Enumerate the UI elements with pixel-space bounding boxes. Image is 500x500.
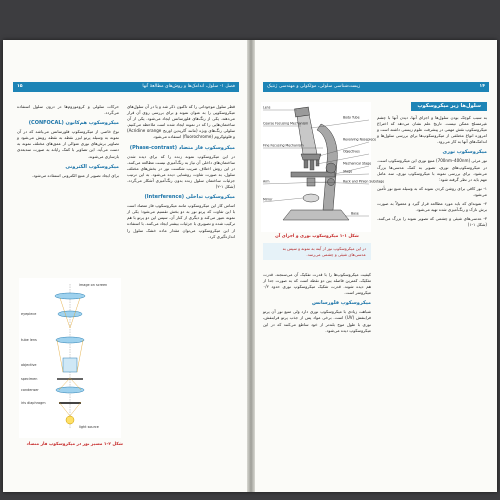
right-page-right-column [377,102,487,486]
light-path-svg [19,278,121,438]
right-figure-caption-box: در این میکروسکوپ نور از آینه به نمونه و سپس به عدسی‌های شیئی و چشمی می‌رسد. [263,243,371,260]
left-page-header [13,82,239,92]
paragraph: ۲- نمونه‌ای که باید مورد مطالعه قرار گیرد و معمولاً به صورت برش نازک و رنگ‌آمیزی شده تهیه می‌شود. [377,201,487,213]
left-figure-caption: شکل ۲-۱ مسیر نور در میکروسکوپ فاز متضاد [26,442,123,447]
paragraph: نوع خاصی از میکروسکوپ فلورسانس می‌باشد که در آن نمونه به وسیله پرتو لیزر نقطه به نقطه روبش می‌شود و تصاویر برش‌های نوری متوالی از عمق‌های مختلف نمونه به دست می‌آید. این تصاویر با کمک رایانه به صورت سه‌بعدی بازسازی می‌شوند. [17,129,119,159]
section-heading: میکروسکوپ فلورسانس [311,300,371,307]
label-fine-focusing: Fine Focusing Mechanism [263,143,304,148]
right-page-number: ۱۴ [479,84,485,89]
label-revolving-nosepiece: Revolving Nosepiece [343,137,377,142]
microscope-diagram [261,102,385,232]
section-heading: میکروسکوپ هم‌کانون (CONFOCAL) [28,120,119,127]
paragraph: ۳- عدسی‌های شیئی و چشمی که تصویر نمونه را بزرگ می‌کنند. (شکل ۱-۱) [377,216,487,228]
microscope-svg [261,102,385,232]
label-mechanical-stage: Mechanical Stage [343,161,372,166]
label-eyepiece: eyepiece [21,312,37,316]
label-coarse-focusing: Coarse Focusing Mechanism [263,121,309,126]
label-iris-diaphragm: iris diaphragm [21,401,46,405]
label-body-tube: Body Tube [343,115,360,120]
section-title: سلول‌ها زیر میکروسکوپ [411,102,487,111]
right-column-body [377,115,487,228]
label-condenser: condenser [21,388,39,392]
label-specimen: specimen [21,377,38,381]
paragraph: ۱- نور کافی برای روشن کردن نمونه که به وسیله منبع نور تأمین می‌شود. [377,185,487,197]
right-page-header [263,82,489,92]
section-heading: میکروسکوپ الکترونی [65,163,119,170]
label-rack-pinion: Rack and Pinion Substage [343,179,385,184]
right-page [253,40,497,492]
left-page [3,40,249,492]
light-path-diagram [19,278,121,438]
label-stage: Stage [343,169,353,174]
label-tube-lens: tube lens [21,338,37,342]
section-heading: میکروسکوپ نوری [442,149,487,156]
paragraph: به سبب کوچک بودن سلول‌ها و اجزای آنها، دیدن آنها با چشم غیرمسلح ممکن نیست. تاریخ علم نشان می‌دهد که اختراع میکروسکوپ نقش مهمی در پیشرفت علوم زیستی داشته است و امروزه انواع مختلفی از میکروسکوپ‌ها برای بررسی سلول‌ها و اندامک‌های آنها به کار می‌رود. [377,115,487,145]
label-base: Base [351,211,359,216]
right-figure-caption-title: شکل ۱-۱ میکروسکوپ نوری و اجزای آن [275,234,359,239]
label-light-source: light source [79,425,99,429]
left-page-left-column [17,104,119,254]
book-spread [3,40,497,492]
paragraph: کیفیت میکروسکوپ‌ها را با قدرت تفکیک آن می‌سنجند. قدرت تفکیک، کمترین فاصله بین دو نقطه است که به صورت جدا از هم دیده شوند. قدرت تفکیک میکروسکوپ نوری حدود ۰/۲ میکرومتر است. [263,272,371,296]
left-page-right-column [127,104,235,484]
paragraph: شباهت زیادی با میکروسکوپ نوری دارد ولی منبع نور آن پرتو فرابنفش (UV) است. برخی مواد پس از جذب پرتو فرابنفش، نوری با طول موج بلندتر از خود ساطع می‌کنند که در این میکروسکوپ دیده می‌شود. [263,309,371,333]
paragraph: نور مرئی (700nm–400nm) منبع نوری این میکروسکوپ است. در میکروسکوپ‌های نوری، تصویر به کمک عدسی‌ها بزرگ می‌شود. برای بررسی نمونه با میکروسکوپ نوری، سه عامل مهم باید در نظر گرفته شود: [377,158,488,182]
paragraph: برای ایجاد تصویر از منبع الکترونی استفاده می‌شود. [31,172,119,178]
section-heading: میکروسکوپ تداخلی (Interference) [144,194,235,201]
label-mirror: Mirror [263,197,273,202]
label-arm: Arm [263,179,270,184]
left-page-header-title: فصل ۱- سلول، اندامک‌ها و روش‌های مطالعهٔ آنها [142,84,235,89]
label-image-on-screen: image on screen [79,283,108,287]
paragraph: اساس کار این میکروسکوپ مانند میکروسکوپ فاز متضاد است با این تفاوت که پرتو نور به دو بخش تقسیم می‌شود؛ یکی از نمونه عبور می‌کند و دیگری از کنار آن. سپس این دو پرتو با هم ترکیب شده و تصویری با جزئیات بیشتر ایجاد می‌کنند. با استفاده از این میکروسکوپ می‌توان مقدار ماده خشک سلول را اندازه‌گیری کرد. [127,203,235,239]
paragraph: حرکات سلولی و کروموزوم‌ها در درون سلول استفاده می‌گردد. [17,104,119,116]
right-page-left-column [263,272,371,486]
right-page-header-title: زیست‌شناسی سلولی، مولکولی و مهندسی ژنتیک [267,84,361,89]
label-lens: Lens [263,105,271,110]
left-page-number: ۱۵ [17,84,23,89]
section-heading: میکروسکوپ فاز متضاد (Phase-contrast) [129,144,235,151]
label-objectives: Objectives [343,149,360,154]
paragraph: در این میکروسکوپ نمونه زنده را که برای دیده شدن ساختمان‌های داخلی آن نیاز به رنگ‌آمیزی نیست مطالعه می‌کنند. در این روش اختلاف ضریب شکست نور در بخش‌های مختلف سلول، به صورت تفاوت روشنایی دیده می‌شود. به این ترتیب جزئیات ساختمان سلول زنده بدون رنگ‌آمیزی آشکار می‌گردد. (شکل ۱-۲) [127,153,235,190]
paragraph: قطر سلول موجوداتی را که تاکنون ذکر شد و یا در آن سلول‌های میکروسکوپی را به عنوان نمونه و برای بررسی روی آن قرار می‌دهند. یکی از رنگ‌های فلورسانس ایجاد می‌شود. یکی از آن ساختمان‌هایی را که در نمونه ایجاد شده است ملاحظه می‌کنیم. سلولی رنگ‌های ویژه (مانند آکریدین اورنج Acridine orange) و فلوئوکروم (fluorochrome) استفاده می‌شود. [127,104,236,140]
label-objective: objective [21,363,37,367]
